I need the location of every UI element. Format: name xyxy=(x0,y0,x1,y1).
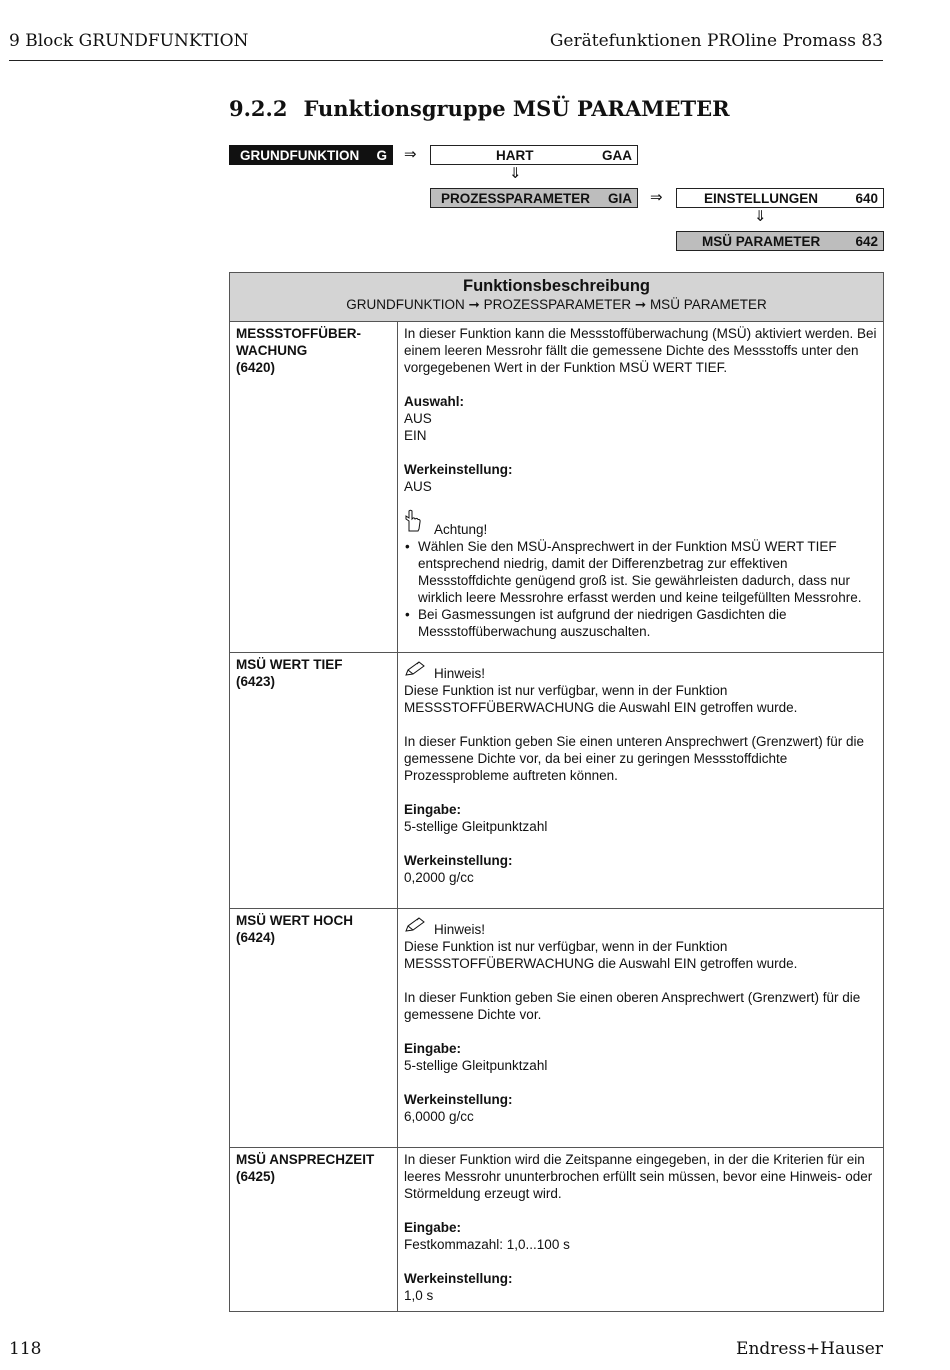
table-row xyxy=(230,1148,883,1311)
auswahl-label: Auswahl: xyxy=(404,394,465,409)
werkeinstellung-label: Werkeinstellung: xyxy=(404,1092,513,1107)
table-header xyxy=(230,273,883,322)
caution-label: Achtung! xyxy=(434,522,488,537)
nav-code: 640 xyxy=(855,190,878,206)
running-header-chapter: 9 Block GRUNDFUNKTION xyxy=(9,31,249,51)
description-text: In dieser Funktion geben Sie einen unteren Ansprechwert (Grenzwert) für die gemessene Dichte vor, da bei einer zu geringen Messstoffdichte Prozessprobleme auftreten können. xyxy=(404,734,865,783)
function-description-cell xyxy=(398,653,883,908)
eingabe-value: 5-stellige Gleitpunktzahl xyxy=(404,819,548,834)
pencil-icon xyxy=(404,917,434,938)
function-name-cell xyxy=(230,909,398,1147)
werkeinstellung-value: 6,0000 g/cc xyxy=(404,1109,474,1124)
nav-label: GRUNDFUNKTION xyxy=(240,147,360,163)
nav-label: HART xyxy=(496,147,534,163)
arrow-right-icon: ⇒ xyxy=(650,189,663,206)
werkeinstellung-label: Werkeinstellung: xyxy=(404,462,513,477)
function-name: MESSSTOFFÜBER- WACHUNG xyxy=(236,326,362,358)
werkeinstellung-value: AUS xyxy=(404,479,432,494)
function-description-cell xyxy=(398,1148,883,1311)
arrow-down-icon: ⇓ xyxy=(509,165,522,182)
hint-note xyxy=(404,661,877,682)
running-header-title: Gerätefunktionen PROline Promass 83 xyxy=(549,31,883,51)
header-rule xyxy=(9,60,883,61)
function-name: MSÜ ANSPRECHZEIT xyxy=(236,1152,375,1167)
option-value: EIN xyxy=(404,428,427,443)
hint-label: Hinweis! xyxy=(434,666,486,681)
nav-code: GAA xyxy=(602,147,632,163)
list-item: • Bei Gasmessungen ist aufgrund der niedrigen Gasdichten die Messstoffüberwachung auszuschalten. xyxy=(404,606,877,640)
nav-label: EINSTELLUNGEN xyxy=(704,190,819,206)
nav-box-msu-parameter xyxy=(676,231,884,251)
hint-label: Hinweis! xyxy=(434,922,486,937)
section-title: Funktionsgruppe MSÜ PARAMETER xyxy=(303,96,730,121)
nav-code: 642 xyxy=(855,233,878,249)
hint-text: Diese Funktion ist nur verfügbar, wenn in der Funktion MESSSTOFFÜBERWACHUNG die Auswahl EIN getroffen wurde. xyxy=(404,683,798,715)
eingabe-label: Eingabe: xyxy=(404,1220,462,1235)
pencil-icon xyxy=(404,661,434,682)
nav-box-grundfunktion xyxy=(229,145,393,165)
description-text: In dieser Funktion geben Sie einen oberen Ansprechwert (Grenzwert) für die gemessene Dichte vor. xyxy=(404,990,861,1022)
nav-box-prozessparameter xyxy=(430,188,638,208)
nav-box-einstellungen xyxy=(676,188,884,208)
hint-text: Diese Funktion ist nur verfügbar, wenn in der Funktion MESSSTOFFÜBERWACHUNG die Auswahl EIN getroffen wurde. xyxy=(404,939,798,971)
werkeinstellung-label: Werkeinstellung: xyxy=(404,1271,513,1286)
werkeinstellung-value: 0,2000 g/cc xyxy=(404,870,474,885)
page-number: 118 xyxy=(9,1339,42,1359)
option-value: AUS xyxy=(404,411,432,426)
brand-logo-text: Endress+Hauser xyxy=(736,1339,883,1359)
function-description-cell xyxy=(398,322,883,652)
function-code: (6424) xyxy=(236,930,276,945)
werkeinstellung-label: Werkeinstellung: xyxy=(404,853,513,868)
caution-list xyxy=(404,538,877,640)
hand-pointing-icon xyxy=(404,509,434,538)
table-path: GRUNDFUNKTION ➞ PROZESSPARAMETER ➞ MSÜ PARAMETER xyxy=(346,297,767,312)
eingabe-value: 5-stellige Gleitpunktzahl xyxy=(404,1058,548,1073)
hint-note xyxy=(404,917,877,938)
section-heading xyxy=(229,96,730,121)
description-text: In dieser Funktion wird die Zeitspanne eingegeben, in der die Kriterien für ein leeres Messrohr ununterbrochen erfüllt sein müssen, bevor eine Hinweis- oder Störmeldung erzeugt wird. xyxy=(404,1152,873,1201)
nav-label: PROZESSPARAMETER xyxy=(441,190,591,206)
section-number: 9.2.2 xyxy=(229,96,288,121)
eingabe-value: Festkommazahl: 1,0...100 s xyxy=(404,1237,570,1252)
function-code: (6425) xyxy=(236,1169,276,1184)
eingabe-label: Eingabe: xyxy=(404,802,462,817)
function-name-cell xyxy=(230,322,398,652)
table-row xyxy=(230,322,883,653)
function-name: MSÜ WERT HOCH xyxy=(236,913,353,928)
list-item: • Wählen Sie den MSÜ-Ansprechwert in der Funktion MSÜ WERT TIEF entsprechend niedrig, damit der Differenzbetrag zur effektiven Messstoffdichte genügend groß ist. Sie gewährleisten dadurch, dass nur wirklich leere Messrohre erfasst werden und keine teilgefüllten Messrohre. xyxy=(404,538,877,606)
table-title: Funktionsbeschreibung xyxy=(462,277,650,295)
nav-box-hart xyxy=(430,145,638,165)
nav-code: GIA xyxy=(607,190,632,206)
function-name-cell xyxy=(230,653,398,908)
function-name-cell xyxy=(230,1148,398,1311)
function-description-cell xyxy=(398,909,883,1147)
nav-code: G xyxy=(376,147,387,163)
description-text: In dieser Funktion kann die Messstoffüberwachung (MSÜ) aktiviert werden. Bei einem leeren Messrohr fällt die gemessene Dichte des Messstoffs unter den vorgegebenen Wert in der Funktion MSÜ WERT TIEF. xyxy=(404,326,877,375)
function-name: MSÜ WERT TIEF xyxy=(236,657,343,672)
nav-label: MSÜ PARAMETER xyxy=(702,233,821,249)
function-table xyxy=(229,272,884,1312)
table-row xyxy=(230,653,883,909)
eingabe-label: Eingabe: xyxy=(404,1041,462,1056)
werkeinstellung-value: 1,0 s xyxy=(404,1288,434,1303)
arrow-down-icon: ⇓ xyxy=(754,208,767,225)
arrow-right-icon: ⇒ xyxy=(404,146,417,163)
function-code: (6423) xyxy=(236,674,276,689)
function-code: (6420) xyxy=(236,360,276,375)
table-row xyxy=(230,909,883,1148)
caution-note xyxy=(404,509,877,538)
